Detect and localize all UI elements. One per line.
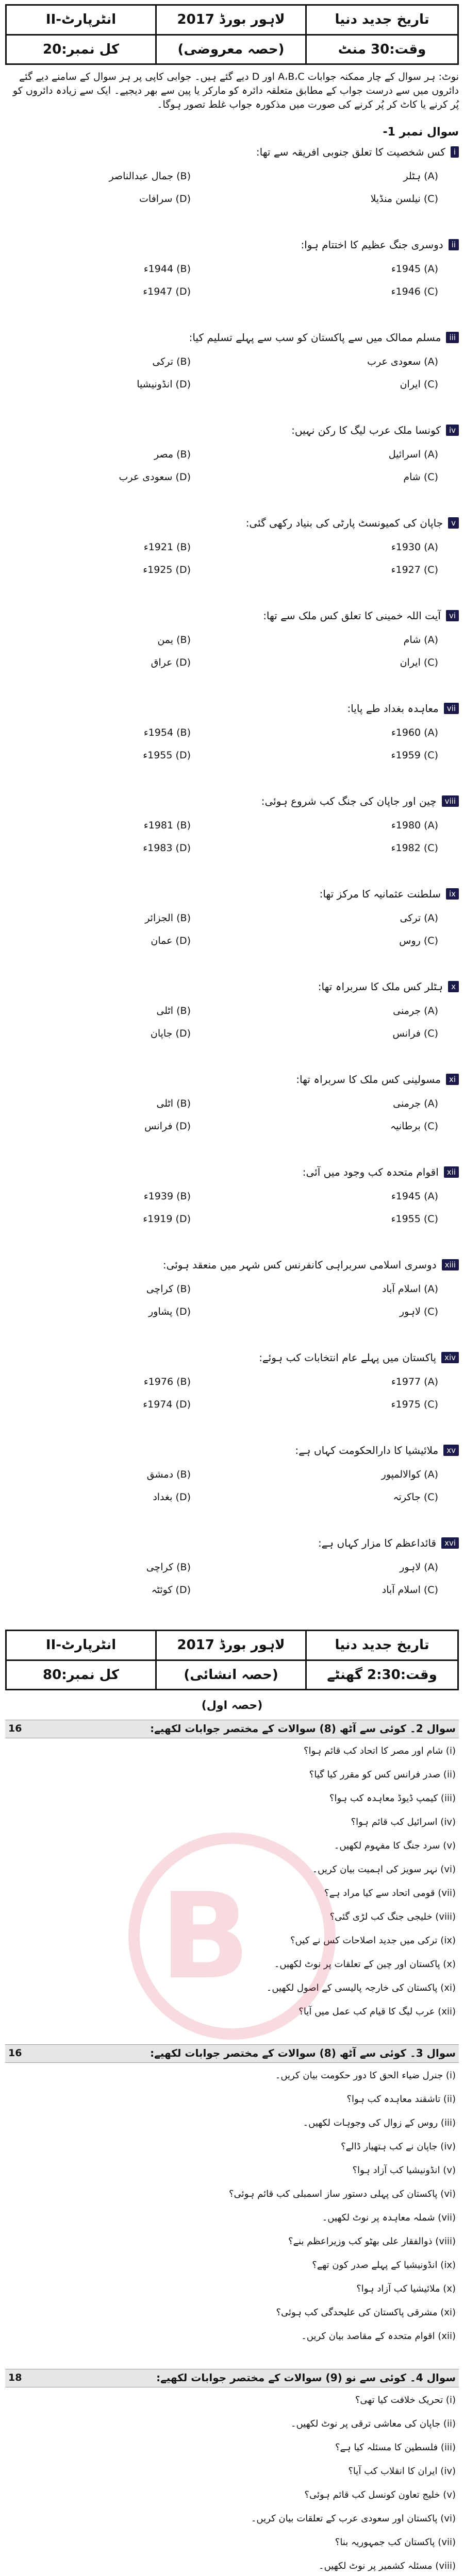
short-question: (xii) عرب لیگ کا قیام کب عمل میں آیا؟ [299,2006,456,2017]
mcq-option-b: (B) 1921ء [143,541,191,553]
mcq-number: xiv [441,1352,459,1363]
mcq-stem [189,331,459,344]
paper1-subject: تاریخ جدید دنیا [335,12,429,28]
short-question: (iv) ایران کا انقلاب کب آیا؟ [348,2466,456,2477]
mcq-item [5,1537,459,1635]
mcq-option-a: (A) اسرائیل [388,449,438,460]
mcq-option-c: (C) ایران [400,379,438,390]
mcq-option-a: (A) کوالالمپور [381,1469,438,1480]
mcq-option-d: (D) فرانس [144,1121,191,1132]
mcq-option-a: (A) جرمنی [393,1005,438,1016]
mcq-stem [301,239,459,251]
q2-marks: 16 [8,1723,22,1734]
mcq-item [5,609,459,707]
mcq-option-b: (B) کراچی [146,1562,191,1573]
mcq-option-c: (C) فرانس [392,1028,438,1039]
mcq-option-b: (B) 1954ء [143,727,191,738]
mcq-question: چین اور جاپان کی جنگ کب شروع ہوئی: [261,795,437,807]
mcq-item [5,1444,459,1542]
mcq-option-a: (A) 1960ء [391,727,438,738]
mcq-option-d: (D) عمان [151,935,191,946]
short-question: (ix) ترکی میں جدید اصلاحات کس نے کیں؟ [290,1935,456,1946]
mcq-option-d: (D) جاپان [150,1028,191,1039]
paper2-time: وقت:2:30 گھنٹے [307,1659,457,1689]
mcq-option-b: (B) اٹلی [156,1098,191,1109]
q4-marks: 18 [8,2372,22,2383]
mcq-item [5,1259,459,1357]
short-question: (ix) انڈونیشیا کے پہلے صدر کون تھے؟ [312,2260,456,2270]
mcq-question: معاہدہ بغداد طے پایا: [347,702,439,715]
mcq-stem [259,1351,459,1364]
mcq-stem [318,1537,459,1549]
mcq-item [5,888,459,986]
mcq-question: مسلم ممالک میں سے پاکستان کو سب سے پہلے تسلیم کیا: [189,331,441,344]
mcq-option-b: (B) 1976ء [143,1376,191,1387]
q3-title: سوال 3۔ کوئی سے آٹھ (8) سوالات کے مختصر جوابات لکھیے: [150,2047,456,2059]
svg-text:B: B [160,1868,251,2006]
mcq-item [5,146,459,244]
mcq-option-a: (A) لاہور [400,1562,438,1573]
q3-title-bar [5,2044,459,2063]
mcq-option-d: (D) 1974ء [143,1399,191,1410]
paper2-header [5,1630,459,1690]
short-question: (iii) فلسطین کا مسئلہ کیا ہے؟ [335,2442,456,2453]
q3-marks: 16 [8,2047,22,2059]
mcq-option-d: (D) 1925ء [143,564,191,575]
mcq-item [5,1166,459,1264]
mcq-number: vi [446,610,459,621]
paper2-class: انٹرپارٹ-II [45,1637,117,1653]
mcq-option-c: (C) لاہور [399,1306,438,1317]
mcq-stem [320,888,459,900]
mcq-number: xi [446,1074,459,1085]
short-question: (xi) مشرقی پاکستان کی علیحدگی کب ہوئی؟ [276,2307,456,2318]
paper1-class: انٹرپارٹ-II [45,12,117,28]
paper2-total-marks: کل نمبر:80 [7,1659,155,1689]
short-question: (vii) پاکستان کب جمہوریہ بنا؟ [335,2537,456,2548]
mcq-option-a: (A) جرمنی [393,1098,438,1109]
mcq-item [5,702,459,800]
mcq-option-a: (A) 1930ء [391,541,438,553]
short-question: (iv) اسرائیل کب قائم ہوا؟ [351,1817,456,1827]
mcq-option-b: (B) دمشق [146,1469,191,1480]
mcq-option-b: (B) اٹلی [156,1005,191,1016]
mcq-number: v [448,517,459,529]
short-question: (ii) جاپان کی معاشی ترقی پر نوٹ لکھیں۔ [290,2418,456,2429]
mcq-item [5,1073,459,1171]
mcq-number: i [451,146,459,158]
paper2-section: (حصہ انشائی) [157,1659,305,1689]
mcq-item [5,239,459,336]
mcq-option-a: (A) 1945ء [391,263,438,275]
short-question: (iii) کیمپ ڈیوڈ معاہدہ کب ہوا؟ [329,1793,456,1804]
mcq-stem [256,146,459,158]
mcq-option-c: (C) 1927ء [391,564,438,575]
mcq-option-b: (B) 1944ء [143,263,191,275]
mcq-option-c: (C) شام [403,471,438,483]
mcq-question: آیت اللہ خمینی کا تعلق کس ملک سے تھا: [263,609,441,622]
mcq-number: iv [446,425,459,436]
mcq-option-c: (C) 1982ء [391,842,438,854]
mcq-stem [246,517,459,529]
short-question: (i) شام اور مصر کا اتحاد کب قائم ہوا؟ [303,1745,456,1756]
short-question: (ii) صدر فرانس کس کو مقرر کیا گیا؟ [309,1769,456,1780]
short-question: (vi) پاکستان کی پہلی دستور ساز اسمبلی کب قائم ہوئی؟ [229,2189,456,2199]
mcq-option-c: (C) برطانیہ [390,1121,438,1132]
mcq-option-b: (B) جمال عبدالناصر [109,171,191,182]
mcq-option-c: (C) 1955ء [391,1213,438,1225]
mcq-item [5,1351,459,1449]
mcq-number: viii [442,795,459,807]
short-question: (x) ملائیشیا کب آزاد ہوا؟ [356,2283,456,2294]
paper1-header [5,4,459,65]
mcq-option-b: (B) 1981ء [143,820,191,831]
mcq-option-c: (C) 1959ء [391,750,438,761]
mcq-option-a: (A) 1977ء [391,1376,438,1387]
mcq-option-c: (C) اسلام آباد [382,1584,438,1596]
mcq-option-c: (C) ایران [400,657,438,668]
paper1-time: وقت:30 منٹ [307,34,457,64]
mcq-option-d: (D) 1955ء [143,750,191,761]
mcq-stem [296,1073,459,1086]
short-question: (xii) اقوام متحدہ کے مقاصد بیان کریں۔ [301,2331,456,2342]
mcq-option-a: (A) سعودی عرب [367,356,438,367]
q4-title: سوال 4۔ کوئی سے نو (9) سوالات کے مختصر جوابات لکھیے: [156,2371,456,2384]
mcq-number: x [448,981,459,992]
short-question: (v) خلیج تعاون کونسل کب قائم ہوئی؟ [304,2489,456,2500]
mcq-option-c: (C) روس [399,935,438,946]
mcq-option-a: (A) شام [403,634,438,646]
mcq-stem [347,702,459,715]
mcq-question: ملائیشیا کا دارالحکومت کہاں ہے: [295,1444,439,1456]
mcq-option-d: (D) پشاور [148,1306,191,1317]
q2-title: سوال 2۔ کوئی سے آٹھ (8) سوالات کے مختصر جوابات لکھیے: [150,1722,456,1735]
paper1-total-marks: کل نمبر:20 [7,34,155,64]
mcq-number: xii [444,1166,459,1178]
mcq-number: ix [446,888,459,900]
exam-paper [5,4,459,2576]
mcq-option-d: (D) کوئٹہ [151,1584,191,1596]
mcq-option-b: (B) کراچی [146,1283,191,1295]
short-question: (vi) پاکستان اور سعودی عرب کے تعلقات بیان کریں۔ [251,2513,456,2524]
mcq-option-c: (C) 1975ء [391,1399,438,1410]
mcq-number: xiii [442,1259,459,1270]
paper1-instructions: نوٹ: ہر سوال کے چار ممکنہ جوابات A،B،C اور D دیے گئے ہیں۔ جوابی کاپی پر ہر سوال کے سامنے دیے گئے دائروں میں سے درست جواب کے مطابق متعلقہ دائرہ کو مارکر یا پین سے بھر دیجیے۔ ایک سے زیادہ دائروں کو پُر کرنے یا کاٹ کر پُر کرنے کی صورت میں مذکورہ جواب غلط تصور ہوگا۔ [12,71,459,110]
mcq-option-b: (B) مصر [154,449,191,460]
mcq-item [5,795,459,893]
short-question: (viii) مسئلہ کشمیر پر نوٹ لکھیں۔ [319,2561,456,2571]
mcq-option-c: (C) جاکرتہ [393,1492,438,1503]
mcq-option-d: (D) 1983ء [143,842,191,854]
mcq-question: کونسا ملک عرب لیگ کا رکن نہیں: [291,424,441,436]
short-question: (ii) تاشقند معاہدہ کب ہوا؟ [346,2094,456,2105]
mcq-question: اقوام متحدہ کب وجود میں آئی: [302,1166,439,1178]
mcq-item [5,980,459,1078]
mcq-number: xv [443,1445,459,1456]
mcq-stem [261,795,459,807]
mcq-option-d: (D) عراق [151,657,191,668]
mcq-number: ii [449,239,459,250]
paper2-subject: تاریخ جدید دنیا [335,1637,429,1653]
mcq-option-d: (D) 1919ء [143,1213,191,1225]
short-question: (vii) شملہ معاہدہ پر نوٹ لکھیں۔ [322,2212,456,2223]
mcq-option-a: (A) ہٹلر [403,171,438,182]
short-question: (vii) قومی اتحاد سے کیا مراد ہے؟ [324,1888,456,1899]
mcq-option-d: (D) بغداد [153,1492,191,1503]
short-question: (vi) نہر سویز کی اہمیت بیان کریں۔ [312,1864,456,1875]
mcq-option-a: (A) ترکی [400,912,438,924]
short-question: (xi) پاکستان کی خارجہ پالیسی کے اصول لکھیں۔ [266,1982,456,1993]
mcq-stem [263,609,459,622]
short-question: (v) انڈونیشیا کب آزاد ہوا؟ [352,2165,456,2176]
paper1-question-label: سوال نمبر 1- [383,126,459,139]
mcq-question: کس شخصیت کا تعلق جنوبی افریقہ سے تھا: [256,146,445,158]
mcq-stem [291,424,459,436]
q4-title-bar [5,2369,459,2387]
short-question: (viii) خلیجی جنگ کب لڑی گئی؟ [329,1911,456,1922]
mcq-option-b: (B) یمن [157,634,191,646]
mcq-option-d: (D) 1947ء [143,286,191,297]
mcq-number: vii [444,703,459,714]
q2-title-bar [5,1720,459,1738]
short-question: (i) جنرل ضیاء الحق کا دور حکومت بیان کریں۔ [275,2070,456,2081]
short-question: (x) پاکستان اور چین کے تعلقات پر نوٹ لکھیں۔ [274,1959,456,1970]
mcq-question: سلطنت عثمانیہ کا مرکز تھا: [319,888,441,900]
paper2-board-year: لاہور بورڈ 2017 [177,1637,285,1653]
paper1-board-year: لاہور بورڈ 2017 [177,12,285,28]
mcq-option-c: (C) نیلسن منڈیلا [370,193,438,205]
mcq-number: xvi [441,1537,459,1549]
mcq-question: پاکستان میں پہلے عام انتخابات کب ہوئے: [259,1351,437,1364]
short-question: (iv) جاپان نے کب ہتھیار ڈالے؟ [341,2141,456,2152]
mcq-stem [163,1259,459,1271]
mcq-option-a: (A) اسلام آباد [382,1283,438,1295]
mcq-option-a: (A) 1945ء [391,1191,438,1202]
mcq-item [5,331,459,429]
mcq-question: دوسری جنگ عظیم کا اختتام ہوا: [301,239,443,251]
mcq-question: قائداعظم کا مزار کہاں ہے: [318,1537,437,1549]
mcq-option-d: (D) سرافات [139,193,191,205]
short-question: (v) سرد جنگ کا مفہوم لکھیں۔ [334,1840,456,1851]
paper2-part1-heading: (حصہ اول) [201,1699,263,1712]
mcq-question: ہٹلر کس ملک کا سربراہ تھا: [318,980,443,993]
mcq-option-b: (B) 1939ء [143,1191,191,1202]
mcq-item [5,517,459,615]
mcq-stem [303,1166,459,1178]
mcq-stem [318,980,459,993]
mcq-stem [295,1444,459,1456]
mcq-question: مسولینی کس ملک کا سربراہ تھا: [296,1073,441,1086]
mcq-question: دوسری اسلامی سربراہی کانفرنس کس شہر میں منعقد ہوئی: [162,1259,437,1271]
mcq-question: جاپان کی کمیونسٹ پارٹی کی بنیاد رکھی گئی: [245,517,443,529]
mcq-option-b: (B) ترکی [152,356,191,367]
mcq-option-b: (B) الجزائر [145,912,191,924]
mcq-option-a: (A) 1980ء [391,820,438,831]
mcq-option-d: (D) سعودی عرب [119,471,191,483]
short-question: (viii) ذوالفقار علی بھٹو کب وزیراعظم بنے؟ [288,2236,456,2247]
mcq-number: iii [446,332,459,343]
mcq-option-d: (D) انڈونیشیا [137,379,191,390]
short-question: (i) تحریک خلافت کیا تھی؟ [355,2395,456,2405]
mcq-option-c: (C) 1946ء [391,286,438,297]
short-question: (iii) روس کے زوال کی وجوہات لکھیں۔ [303,2117,456,2128]
paper1-section: (حصہ معروضی) [157,34,305,64]
mcq-item [5,424,459,522]
